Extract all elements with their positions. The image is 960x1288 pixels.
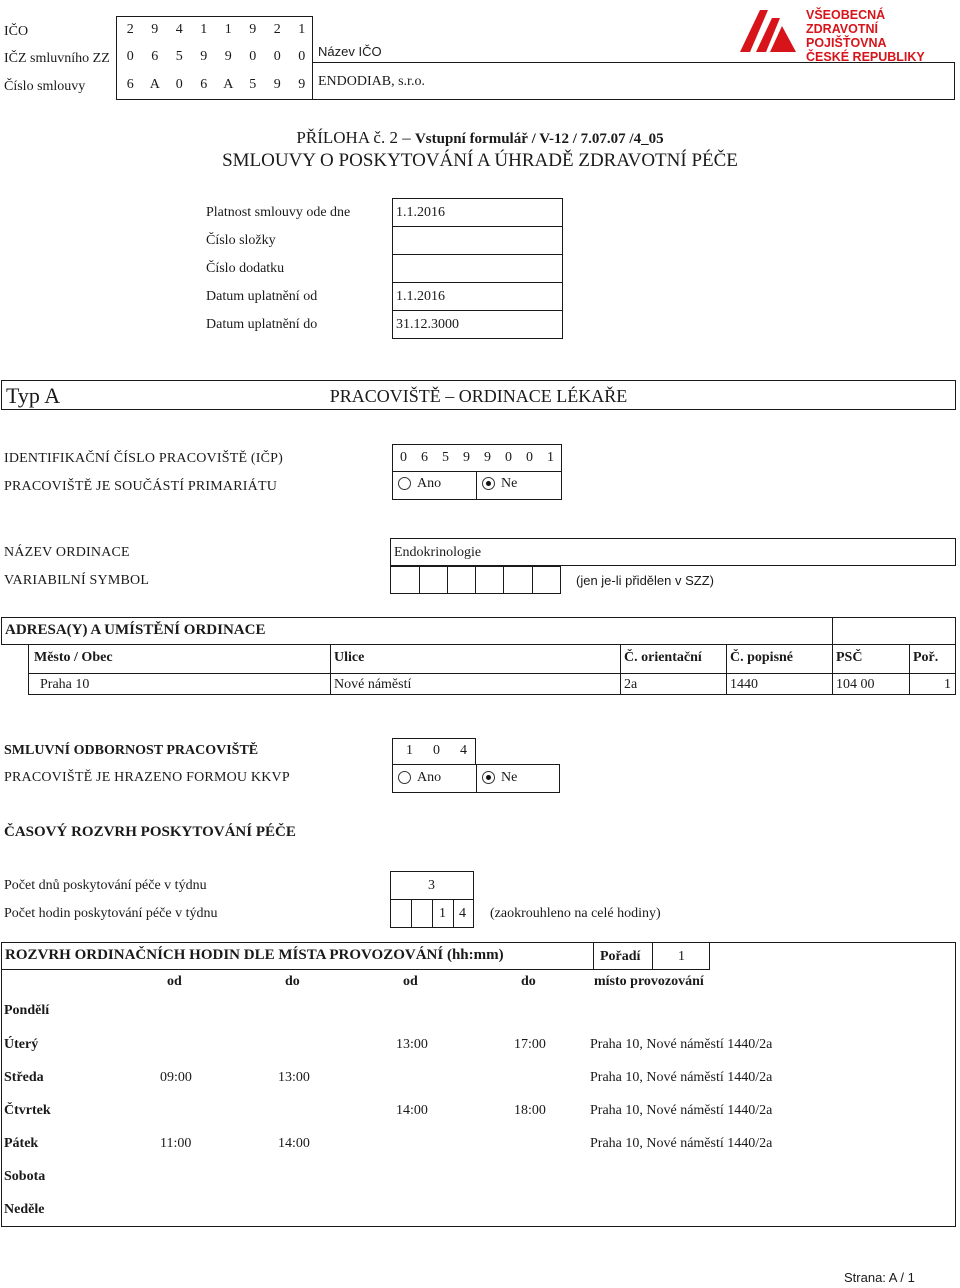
icp-digit-2: 6 xyxy=(421,450,428,465)
hodiny-misto: Praha 10, Nové náměstí 1440/2a xyxy=(590,1136,773,1151)
adresa-header-psc: PSČ xyxy=(836,650,863,665)
hodiny-od2: 13:00 xyxy=(396,1037,428,1052)
hodiny-od1: 09:00 xyxy=(160,1070,192,1085)
icz-digit-4: 9 xyxy=(200,49,208,64)
radio-checked-icon[interactable] xyxy=(482,477,495,490)
adresa-header-poradi: Poř. xyxy=(913,650,939,665)
icz-digit-1: 0 xyxy=(126,49,134,64)
kkvp-label: PRACOVIŠTĚ JE HRAZENO FORMOU KKVP xyxy=(4,770,290,785)
ico-digit-8: 1 xyxy=(298,22,306,37)
type-box xyxy=(1,380,956,410)
icz-digit-8: 0 xyxy=(298,49,306,64)
hodiny-header-od1: od xyxy=(167,974,182,989)
dny-value: 3 xyxy=(428,878,435,893)
adresa-header-popisne: Č. popisné xyxy=(730,650,794,665)
page-title xyxy=(0,128,960,172)
kkvp-yes[interactable]: Ano xyxy=(398,770,441,786)
ico-digits xyxy=(118,18,314,42)
hodiny-day: Sobota xyxy=(4,1169,46,1184)
ico-digit-6: 9 xyxy=(249,22,257,37)
adresa-orientacni: 2a xyxy=(624,677,638,692)
ico-digit-5: 1 xyxy=(224,22,232,37)
hodiny-od2: 14:00 xyxy=(396,1103,428,1118)
icz-digit-3: 5 xyxy=(175,49,183,64)
ico-digit-4: 1 xyxy=(200,22,208,37)
ico-digit-3: 4 xyxy=(175,22,183,37)
ico-digit-2: 9 xyxy=(151,22,159,37)
hodiny-misto: Praha 10, Nové náměstí 1440/2a xyxy=(590,1070,773,1085)
smlouva-label: Číslo smlouvy xyxy=(4,79,86,94)
title-dash: – xyxy=(402,128,411,147)
icp-digit-4: 9 xyxy=(463,450,470,465)
hodiny-header-misto: místo provozování xyxy=(594,974,704,989)
hodin-note: (zaokrouhleno na celé hodiny) xyxy=(490,906,661,921)
icp-label: IDENTIFIKAČNÍ ČÍSLO PRACOVIŠTĚ (IČP) xyxy=(4,451,284,466)
adresa-popisne: 1440 xyxy=(730,677,758,692)
validity-label-5: Datum uplatnění do xyxy=(206,317,318,332)
hodiny-day: Pátek xyxy=(4,1136,39,1151)
hodiny-do2: 18:00 xyxy=(514,1103,546,1118)
hodiny-header-do1: do xyxy=(285,974,300,989)
dny-label: Počet dnů poskytování péče v týdnu xyxy=(4,878,207,893)
icp-digit-6: 0 xyxy=(505,450,512,465)
poradi-label: Pořadí xyxy=(600,949,641,964)
smlouva-digit-5: A xyxy=(223,77,234,92)
hodiny-day: Středa xyxy=(4,1070,44,1085)
radio-checked-icon[interactable] xyxy=(482,771,495,784)
hodiny-header-do2: do xyxy=(521,974,536,989)
hodiny-day: Pondělí xyxy=(4,1003,50,1018)
validity-label-1: Platnost smlouvy ode dne xyxy=(206,205,351,220)
type-title: PRACOVIŠTĚ – ORDINACE LÉKAŘE xyxy=(329,386,628,406)
validity-value-4: 1.1.2016 xyxy=(396,289,445,304)
logo-line-2: ZDRAVOTNÍ POJIŠŤOVNA xyxy=(806,22,887,50)
ico-digit-1: 2 xyxy=(126,22,134,37)
primariat-no[interactable]: Ne xyxy=(482,476,517,492)
icp-digit-7: 0 xyxy=(526,450,533,465)
ico-digit-7: 2 xyxy=(273,22,281,37)
odbornost-digit-3: 4 xyxy=(460,743,467,758)
nazev-ordinace-value: Endokrinologie xyxy=(394,545,482,560)
hodiny-header-od2: od xyxy=(403,974,418,989)
hodiny-day: Úterý xyxy=(4,1037,39,1052)
adresa-header-ulice: Ulice xyxy=(334,650,365,665)
logo-line-1: VŠEOBECNÁ xyxy=(806,8,886,22)
adresa-title: ADRESA(Y) A UMÍSTĚNÍ ORDINACE xyxy=(5,622,266,638)
hodin-digit-3: 1 xyxy=(439,906,446,921)
adresa-psc: 104 00 xyxy=(836,677,875,692)
icz-label: IČZ smluvního ZZ xyxy=(4,51,110,66)
odbornost-digits xyxy=(396,739,477,763)
poradi-value: 1 xyxy=(678,949,685,964)
icz-digit-6: 0 xyxy=(249,49,257,64)
odbornost-label: SMLUVNÍ ODBORNOST PRACOVIŠTĚ xyxy=(4,743,259,758)
hodiny-od1: 11:00 xyxy=(160,1136,192,1151)
smlouva-digit-8: 9 xyxy=(298,77,306,92)
smlouva-digit-7: 9 xyxy=(273,77,281,92)
page-number: Strana: A / 1 xyxy=(844,1270,915,1285)
smlouva-digits xyxy=(118,73,314,97)
icz-digit-2: 6 xyxy=(151,49,159,64)
validity-label-4: Datum uplatnění od xyxy=(206,289,318,304)
title-form: Vstupní formulář / V-12 / 7.07.07 /4_05 xyxy=(414,131,664,147)
validity-label-2: Číslo složky xyxy=(206,233,276,248)
title-line-2: SMLOUVY O POSKYTOVÁNÍ A ÚHRADĚ ZDRAVOTNÍ PÉČE xyxy=(222,150,738,171)
icp-digit-1: 0 xyxy=(400,450,407,465)
vs-note: (jen je-li přidělen v SZZ) xyxy=(576,573,714,588)
validity-value-1: 1.1.2016 xyxy=(396,205,445,220)
icp-digit-8: 1 xyxy=(547,450,554,465)
logo-line-3: ČESKÉ REPUBLIKY xyxy=(806,50,925,64)
type-label: Typ A xyxy=(6,383,61,408)
validity-label-3: Číslo dodatku xyxy=(206,261,285,276)
kkvp-no[interactable]: Ne xyxy=(482,770,517,786)
hodiny-day: Neděle xyxy=(4,1202,45,1217)
icp-digit-5: 9 xyxy=(484,450,491,465)
primariat-yes[interactable]: Ano xyxy=(398,476,441,492)
adresa-mesto: Praha 10 xyxy=(40,677,90,692)
hodiny-day: Čtvrtek xyxy=(4,1103,51,1118)
smlouva-digit-2: A xyxy=(149,77,160,92)
hodin-digit-4: 4 xyxy=(459,906,466,921)
odbornost-digit-2: 0 xyxy=(433,743,440,758)
nazev-ico-value: ENDODIAB, s.r.o. xyxy=(318,74,425,89)
smlouva-digit-4: 6 xyxy=(200,77,208,92)
adresa-ulice: Nové náměstí xyxy=(334,677,412,692)
vzp-logo-mark-icon xyxy=(738,8,798,54)
icz-digit-5: 9 xyxy=(224,49,232,64)
hodiny-do1: 13:00 xyxy=(278,1070,310,1085)
smlouva-digit-1: 6 xyxy=(126,77,134,92)
odbornost-digit-1: 1 xyxy=(406,743,413,758)
radio-unchecked-icon[interactable] xyxy=(398,771,411,784)
hodiny-do1: 14:00 xyxy=(278,1136,310,1151)
hodin-label: Počet hodin poskytování péče v týdnu xyxy=(4,906,218,921)
vs-label: VARIABILNÍ SYMBOL xyxy=(4,573,150,588)
validity-value-5: 31.12.3000 xyxy=(396,317,459,332)
icp-digit-3: 5 xyxy=(442,450,449,465)
smlouva-digit-3: 0 xyxy=(175,77,183,92)
ico-label: IČO xyxy=(4,24,29,39)
adresa-header-orientacni: Č. orientační xyxy=(624,650,702,665)
rozvrh-title: ČASOVÝ ROZVRH POSKYTOVÁNÍ PÉČE xyxy=(4,824,296,840)
icp-digits xyxy=(393,446,561,470)
adresa-header-mesto: Město / Obec xyxy=(34,650,113,665)
primariat-label: PRACOVIŠTĚ JE SOUČÁSTÍ PRIMARIÁTU xyxy=(4,479,278,494)
nazev-ordinace-label: NÁZEV ORDINACE xyxy=(4,545,130,560)
radio-unchecked-icon[interactable] xyxy=(398,477,411,490)
title-prilohа: PŘÍLOHA č. 2 xyxy=(296,128,398,147)
hodiny-misto: Praha 10, Nové náměstí 1440/2a xyxy=(590,1037,773,1052)
nazev-ico-label: Název IČO xyxy=(318,44,382,59)
hodiny-title: ROZVRH ORDINAČNÍCH HODIN DLE MÍSTA PROVOZOVÁNÍ (hh:mm) xyxy=(5,947,504,963)
smlouva-digit-6: 5 xyxy=(249,77,257,92)
vzp-logo xyxy=(738,8,960,64)
hodiny-misto: Praha 10, Nové náměstí 1440/2a xyxy=(590,1103,773,1118)
icz-digit-7: 0 xyxy=(273,49,281,64)
icz-digits xyxy=(118,45,314,69)
hodiny-do2: 17:00 xyxy=(514,1037,546,1052)
adresa-poradi: 1 xyxy=(944,677,951,692)
